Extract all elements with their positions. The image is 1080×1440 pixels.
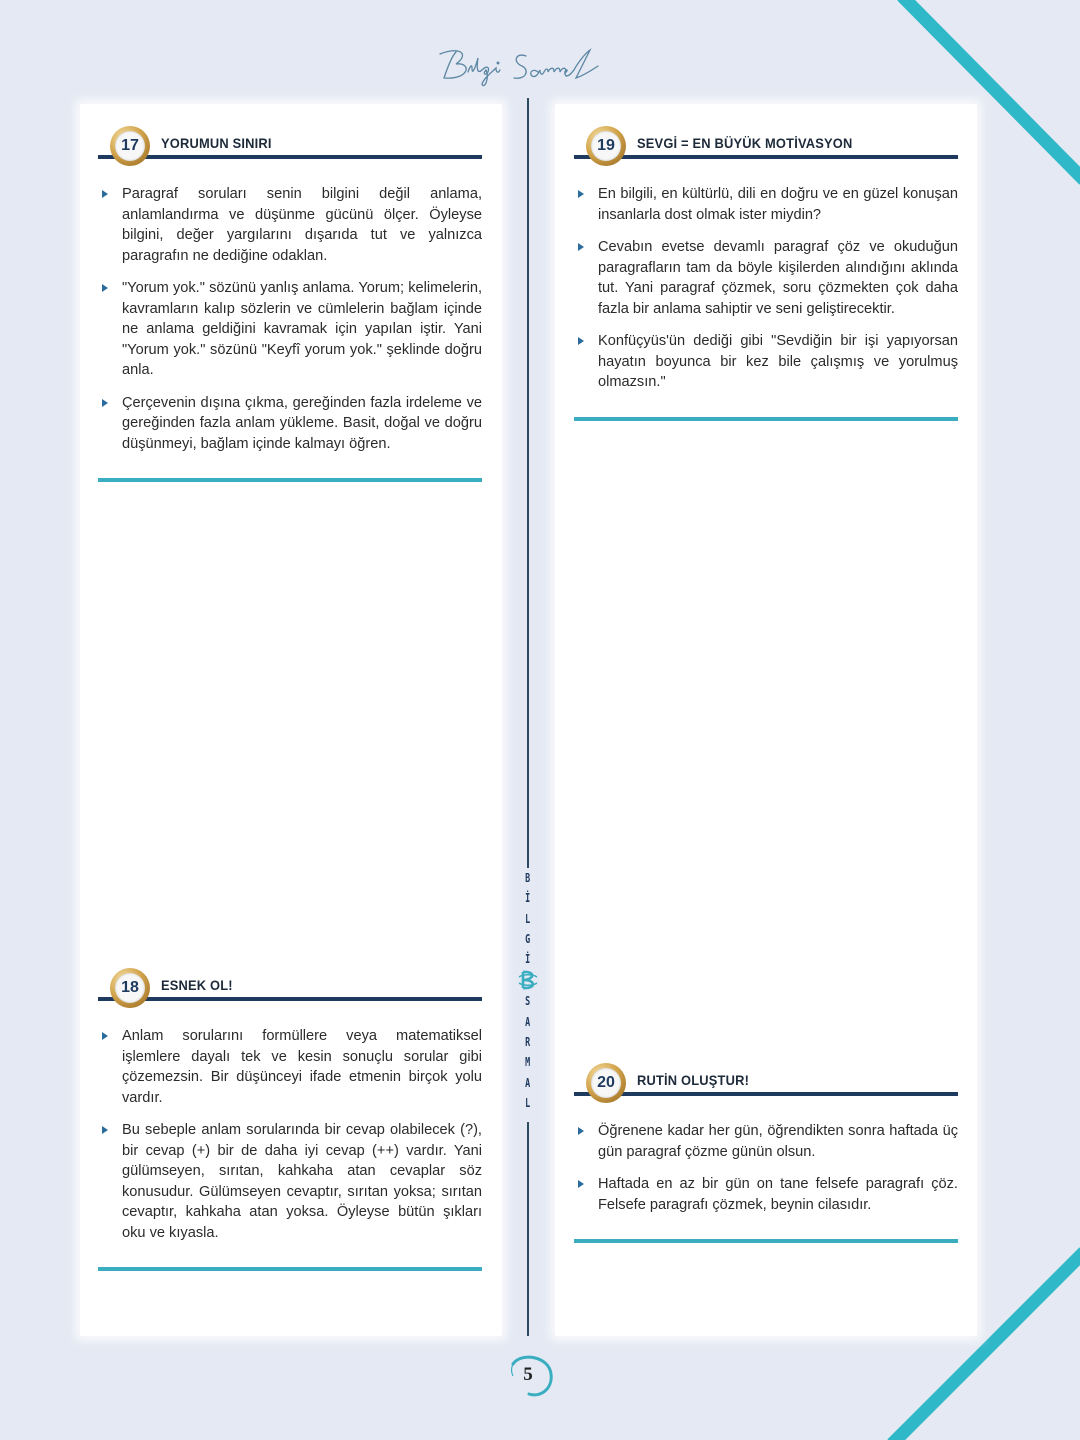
section-title: ESNEK OL!: [161, 977, 233, 993]
bullet-list: [98, 184, 482, 454]
brand-script-logo: [430, 44, 610, 94]
bullet-arrow-icon: [578, 1127, 584, 1135]
bullet-arrow-icon: [578, 243, 584, 251]
bullet-item: [122, 393, 482, 455]
section-footer-rule: [98, 478, 482, 482]
section-number: 18: [115, 973, 145, 1003]
bullet-item: [598, 1121, 958, 1162]
bullet-item: [122, 184, 482, 266]
section-number: 19: [591, 131, 621, 161]
vertical-brand-spine: [517, 868, 539, 1122]
tip-section-19: [574, 124, 958, 421]
header-rule: [574, 1092, 958, 1096]
bullet-arrow-icon: [102, 399, 108, 407]
section-title: SEVGİ = EN BÜYÜK MOTİVASYON: [637, 135, 853, 151]
section-header: [98, 966, 482, 1002]
spine-letter: İ: [525, 891, 531, 906]
spine-letter: A: [525, 1075, 531, 1090]
bullet-arrow-icon: [578, 1180, 584, 1188]
bullet-item: [122, 1120, 482, 1243]
section-title: RUTİN OLUŞTUR!: [637, 1072, 750, 1088]
bullet-list: [574, 1121, 958, 1215]
bullet-list: [98, 1026, 482, 1243]
right-column-panel: [555, 104, 977, 1336]
number-badge: [110, 968, 150, 1008]
spine-letter: R: [525, 1035, 531, 1050]
header-rule: [98, 997, 482, 1001]
section-header: [574, 1061, 958, 1097]
section-number: 17: [115, 131, 145, 161]
left-column-panel: [80, 104, 502, 1336]
tip-section-17: [98, 124, 482, 482]
spine-letter: L: [525, 1095, 531, 1110]
page-number: 5: [523, 1364, 533, 1385]
bullet-item: [122, 1026, 482, 1108]
spine-letter: L: [525, 911, 531, 926]
bullet-arrow-icon: [102, 190, 108, 198]
header-rule: [574, 155, 958, 159]
spine-letter: G: [525, 931, 531, 946]
bullet-arrow-icon: [102, 1126, 108, 1134]
bullet-arrow-icon: [102, 1032, 108, 1040]
section-footer-rule: [574, 417, 958, 421]
header-rule: [98, 155, 482, 159]
section-footer-rule: [98, 1267, 482, 1271]
bullet-arrow-icon: [578, 337, 584, 345]
bullet-text: Anlam sorularını formüllere veya matematiksel işlemlere dayalı tek ve kesin sonuçlu sorular gibi çözemezsin. Bir düşünceyi ifade etmenin birçok yolu vardır.: [122, 1028, 482, 1106]
bullet-item: [122, 278, 482, 381]
bullet-text: Konfüçyüs'ün dediği gibi "Sevdiğin bir işi yapıyorsan hayatın boyunca bir kez bile çalışmış ve yorulmuş olmazsın.": [598, 333, 958, 390]
bullet-text: Paragraf soruları senin bilgini değil anlama, anlamlandırma ve düşünme gücünü ölçer. Öyleyse bilgini, değer yargılarını dışarıda tut ve yalnızca paragrafın ne dediğine odaklan.: [122, 186, 482, 264]
bullet-text: "Yorum yok." sözünü yanlış anlama. Yorum; kelimelerin, kavramların kalıp sözlerin ve cümlelerin bağlam içinde ne anlama geldiğini kavramak için yapılan iştir. Yani "Yorum yok." sözünü "Keyfî yorum yok." şeklinde doğru anla.: [122, 280, 482, 378]
bullet-item: [598, 331, 958, 393]
bullet-list: [574, 184, 958, 393]
spine-letter: İ: [525, 952, 531, 967]
bullet-item: [598, 237, 958, 319]
bullet-item: [598, 184, 958, 225]
bullet-text: Cevabın evetse devamlı paragraf çöz ve okuduğun paragrafların tam da böyle kişilerden alındığını aklında tut. Yani paragraf çözmek, soru çözmekten çok daha fazla bir anlama sahiptir ve seni geliştirecektir.: [598, 239, 958, 317]
bullet-arrow-icon: [578, 190, 584, 198]
bullet-arrow-icon: [102, 284, 108, 292]
bullet-text: Çerçevenin dışına çıkma, gereğinden fazla irdeleme ve gereğinden fazla anlam yükleme. Basit, doğal ve doğru düşünmeyi, bağlam içinde kalmayı öğren.: [122, 394, 482, 452]
spine-letter: M: [525, 1055, 531, 1070]
bullet-text: Haftada en az bir gün on tane felsefe paragrafı çöz. Felsefe paragrafı çözmek, beynin cilasıdır.: [598, 1176, 958, 1213]
bullet-text: En bilgili, en kültürlü, dili en doğru ve en güzel konuşan insanlarla dost olmak ister miydin?: [598, 186, 958, 223]
section-footer-rule: [574, 1239, 958, 1243]
bullet-text: Bu sebeple anlam sorularında bir cevap olabilecek (?), bir cevap (+) bir de daha iyi cevap (++) vardır. Yani gülümseyen, sırıtan, kahkaha atan cevaplar söz konusudur. Gülümseyen cevaptır, sırıtan yoksa; sırıtan cevaptır, kahkaha atan yoksa. Öyleyse bütün şıkları oku ve kıyasla.: [122, 1122, 482, 1241]
number-badge: [110, 126, 150, 166]
section-header: [574, 124, 958, 160]
tip-section-20: [574, 1061, 958, 1243]
column-divider: [527, 98, 529, 1336]
spine-letter: S: [525, 994, 531, 1009]
section-number: 20: [591, 1068, 621, 1098]
spine-letter: B: [525, 871, 531, 885]
number-badge: [586, 1063, 626, 1103]
section-title: YORUMUN SINIRI: [161, 135, 272, 151]
bullet-item: [598, 1174, 958, 1215]
bullet-text: Öğrenene kadar her gün, öğrendikten sonra haftada üç gün paragraf çözme günün olsun.: [598, 1123, 958, 1160]
tip-section-18: [98, 966, 482, 1271]
bilgi-sarmal-logo-icon: [517, 969, 539, 991]
section-header: [98, 124, 482, 160]
number-badge: [586, 126, 626, 166]
page-number-badge: [505, 1352, 557, 1398]
spine-letter: A: [525, 1014, 531, 1029]
